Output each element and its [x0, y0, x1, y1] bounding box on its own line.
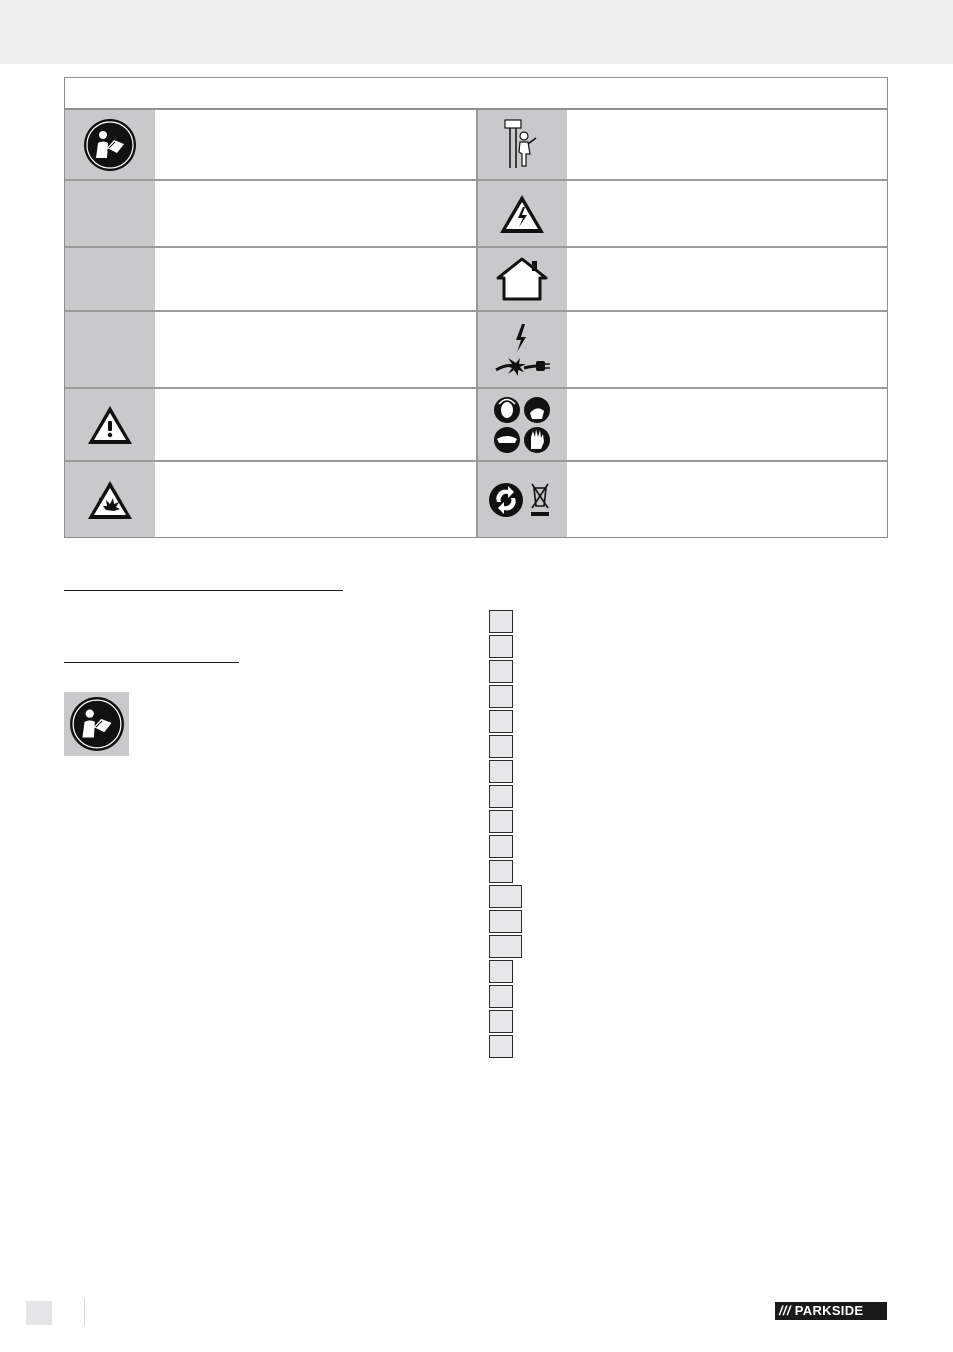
part-number-box	[489, 785, 513, 808]
parts-list-item	[489, 935, 889, 960]
parts-list-item	[489, 860, 889, 885]
symbol-cell	[477, 312, 567, 387]
symbol-description	[567, 312, 887, 387]
part-number-box	[489, 885, 522, 908]
explosion-warning-icon	[86, 479, 134, 521]
parts-list-item	[489, 810, 889, 835]
parts-list-item	[489, 635, 889, 660]
symbol-cell	[65, 312, 155, 387]
electric-shock-warning-icon	[498, 193, 546, 235]
read-manual-icon	[83, 118, 137, 172]
symbols-table	[64, 77, 888, 538]
symbol-description	[155, 462, 477, 537]
symbol-description	[155, 110, 477, 179]
symbol-cell	[477, 248, 567, 310]
manual-notice-box	[64, 692, 129, 756]
part-number-box	[489, 660, 513, 683]
parts-list-item	[489, 1010, 889, 1035]
parts-list-item	[489, 985, 889, 1010]
section-heading-rule	[64, 662, 239, 663]
parts-list-item	[489, 610, 889, 635]
part-number-box	[489, 760, 513, 783]
parts-list-item	[489, 835, 889, 860]
footer-divider	[84, 1298, 85, 1326]
symbol-cell	[65, 248, 155, 310]
part-number-box	[489, 710, 513, 733]
symbol-description	[567, 248, 887, 310]
part-number-box	[489, 910, 522, 933]
symbol-description	[155, 248, 477, 310]
part-number-box	[489, 610, 513, 633]
part-number-box	[489, 935, 522, 958]
page-header-band	[0, 0, 953, 64]
part-number-box	[489, 735, 513, 758]
parts-list-item	[489, 1035, 889, 1060]
part-number-box	[489, 635, 513, 658]
symbol-cell	[477, 181, 567, 246]
part-number-box	[489, 960, 513, 983]
symbol-cell	[477, 110, 567, 179]
symbol-cell	[477, 389, 567, 460]
parts-list-item	[489, 960, 889, 985]
symbol-description	[155, 389, 477, 460]
part-number-box	[489, 685, 513, 708]
symbol-cell	[65, 181, 155, 246]
symbol-cell	[65, 110, 155, 179]
parts-list-item	[489, 910, 889, 935]
symbol-description	[567, 110, 887, 179]
brand-name: PARKSIDE	[794, 1303, 864, 1318]
symbol-description	[567, 462, 887, 537]
keep-children-away-icon	[502, 118, 542, 172]
parts-list-item	[489, 660, 889, 685]
brand-logo	[775, 1302, 887, 1320]
indoor-use-only-icon	[494, 256, 550, 302]
part-number-box	[489, 1035, 513, 1058]
symbol-description	[567, 389, 887, 460]
brand-slashes: ///	[779, 1303, 791, 1318]
page-number-box	[26, 1301, 52, 1325]
symbol-cell	[65, 462, 155, 537]
section-heading-rule	[64, 590, 343, 591]
symbols-table-header	[65, 78, 887, 110]
parts-list-item	[489, 785, 889, 810]
symbol-description	[155, 181, 477, 246]
damaged-cable-unplug-icon	[492, 320, 552, 380]
parts-list	[489, 610, 889, 1060]
parts-list-item	[489, 685, 889, 710]
part-number-box	[489, 860, 513, 883]
parts-list-item	[489, 735, 889, 760]
parts-list-item	[489, 760, 889, 785]
part-number-box	[489, 810, 513, 833]
symbol-description	[567, 181, 887, 246]
general-warning-icon	[86, 404, 134, 446]
symbol-description	[155, 312, 477, 387]
part-number-box	[489, 1010, 513, 1033]
symbol-cell	[65, 389, 155, 460]
part-number-box	[489, 985, 513, 1008]
part-number-box	[489, 835, 513, 858]
recycling-disposal-icon	[489, 480, 555, 520]
parts-list-item	[489, 710, 889, 735]
parts-list-item	[489, 885, 889, 910]
protective-equipment-icon	[492, 395, 552, 455]
read-manual-icon	[69, 696, 125, 752]
symbol-cell	[477, 462, 567, 537]
